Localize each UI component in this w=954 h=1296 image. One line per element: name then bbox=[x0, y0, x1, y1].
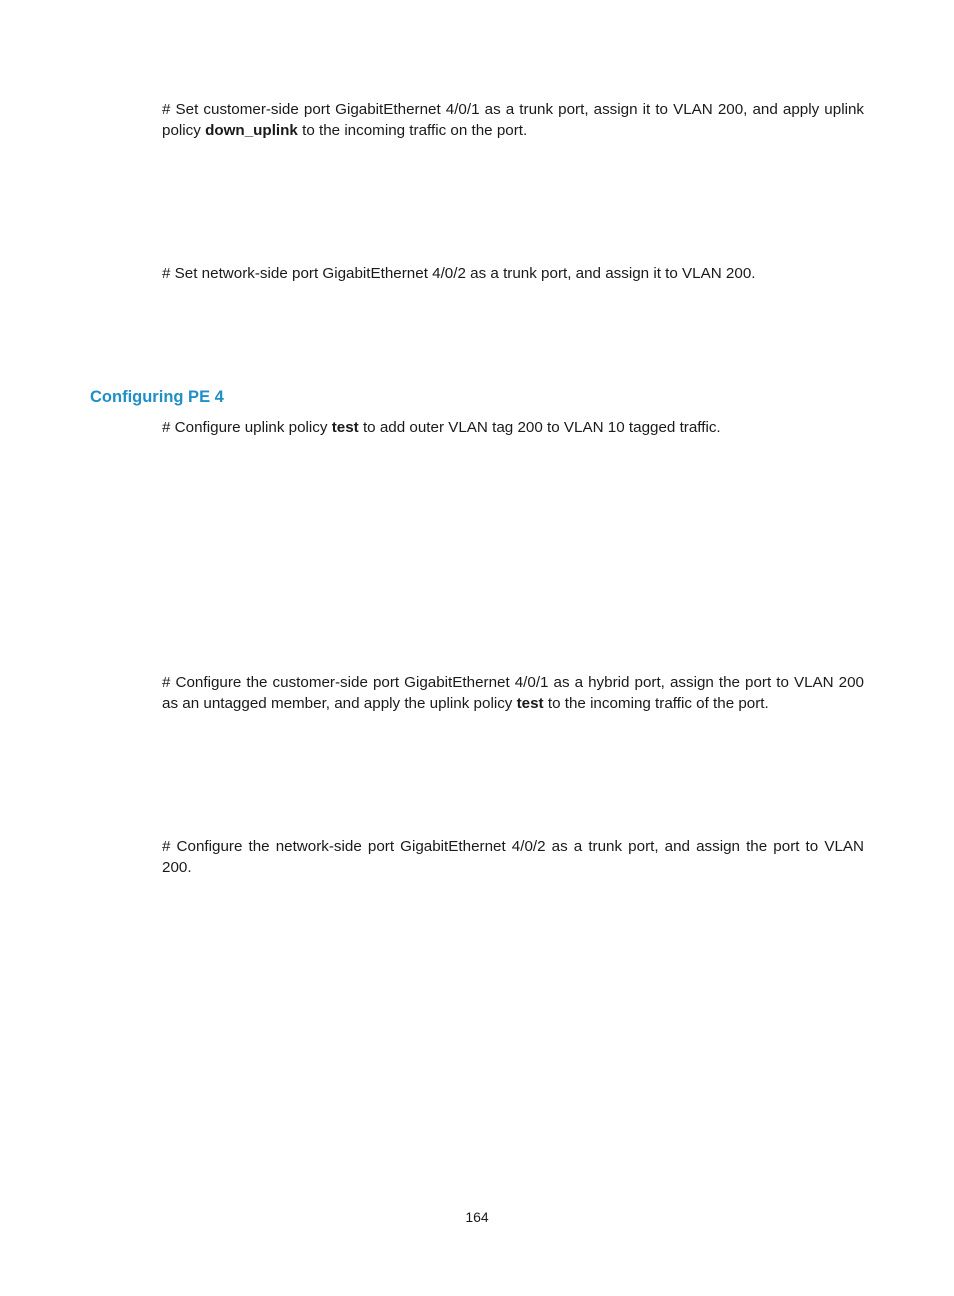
paragraph-set-customer-side-port bbox=[162, 99, 864, 141]
section-heading: Configuring PE 4 bbox=[90, 388, 224, 406]
page-number: 164 bbox=[465, 1209, 489, 1225]
policy-name-bold: test bbox=[516, 695, 544, 712]
paragraph-text: to add outer VLAN tag 200 to VLAN 10 tagged traffic. bbox=[358, 419, 721, 436]
paragraph-set-network-side-port: # Set network-side port GigabitEthernet 4/0/2 as a trunk port, and assign it to VLAN 200. bbox=[162, 265, 756, 282]
paragraph-text: # Set customer-side port GigabitEthernet 4/0/1 as a trunk port, assign it to VLAN 200, and apply uplink policy bbox=[162, 101, 864, 139]
paragraph-configure-uplink-policy bbox=[162, 417, 864, 438]
paragraph-text: to the incoming traffic on the port. bbox=[297, 122, 528, 139]
policy-name-bold: down_uplink bbox=[205, 122, 298, 139]
paragraph-text: # Configure uplink policy bbox=[162, 419, 332, 436]
paragraph-configure-customer-side-hybrid-port bbox=[162, 672, 864, 714]
policy-name-bold: test bbox=[331, 419, 359, 436]
paragraph-text: to the incoming traffic of the port. bbox=[543, 695, 769, 712]
paragraph-configure-network-side-trunk-port: # Configure the network-side port GigabitEthernet 4/0/2 as a trunk port, and assign the port to VLAN 200. bbox=[162, 838, 864, 876]
paragraph-text: # Configure the customer-side port GigabitEthernet 4/0/1 as a hybrid port, assign the port to VLAN 200 as an untagged member, and apply the uplink policy bbox=[162, 674, 864, 712]
